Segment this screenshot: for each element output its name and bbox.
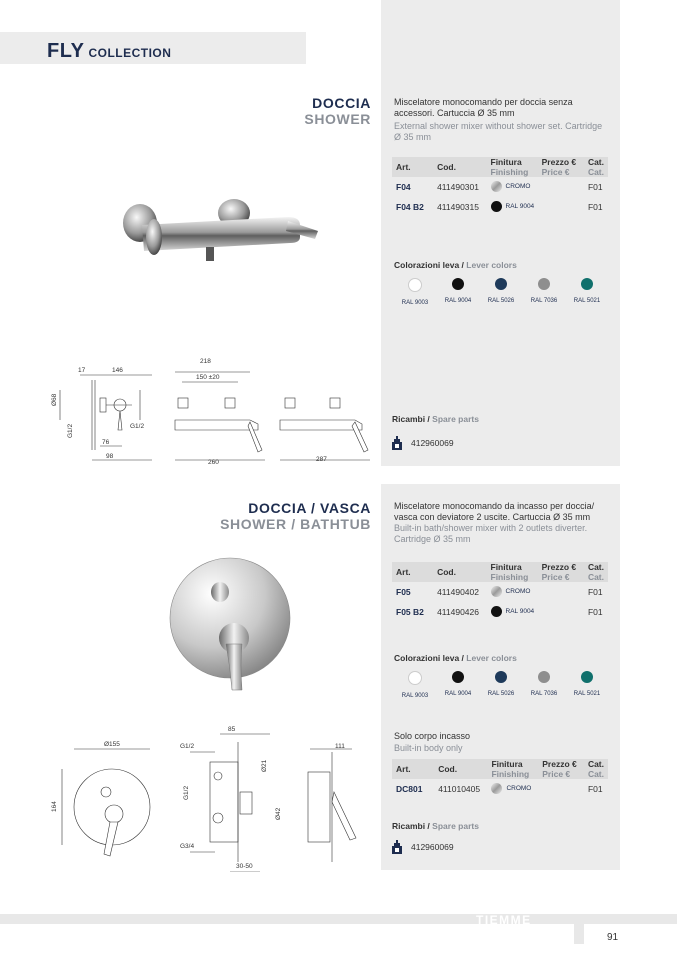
black-swatch-icon	[491, 201, 502, 212]
lever-color-dot	[495, 671, 507, 683]
dim-label: G1/2	[180, 743, 195, 750]
row-cat: F01	[587, 784, 603, 794]
section2-desc-it: Miscelatore monocomando da incasso per doccia/ vasca con deviatore 2 uscite. Cartuccia Ø 35 mm	[394, 501, 595, 522]
row-cod: 411490315	[437, 202, 479, 212]
lever-color-dot	[495, 278, 507, 290]
col-price-en: Price €	[542, 769, 571, 779]
footer-pipe-icon	[554, 914, 594, 946]
dim-label: 260	[208, 459, 219, 466]
cartridge-icon	[391, 840, 403, 854]
brand-name: FLY	[47, 40, 85, 62]
dim-label: 85	[228, 726, 236, 733]
col-price-it: Prezzo €	[542, 759, 577, 769]
dim-label: Ø42	[275, 807, 282, 820]
section1-spare-code: 412960069	[411, 438, 454, 448]
lever-label: RAL 5021	[573, 691, 601, 697]
dim-label: Ø155	[104, 741, 120, 748]
lever-swatch	[523, 278, 565, 304]
collection-title	[47, 40, 171, 63]
page-number: 91	[607, 932, 619, 943]
col-finish-en: Finishing	[490, 167, 529, 177]
col-finish-en: Finishing	[491, 769, 530, 779]
body-only-table	[392, 759, 608, 799]
dim-label: G1/2	[67, 423, 74, 438]
lever-color-dot	[538, 671, 550, 683]
table-row	[392, 177, 608, 197]
col-finish-it: Finitura	[490, 157, 522, 167]
row-art: F04 B2	[396, 202, 424, 212]
lever-label: RAL 5026	[487, 298, 515, 304]
lever-label: RAL 9003	[401, 693, 429, 699]
lever-color-dot	[452, 671, 464, 683]
section1-lever-title	[394, 260, 517, 270]
section1-title-en: SHOWER	[304, 111, 371, 127]
lever-label: RAL 9004	[444, 691, 472, 697]
dim-label: 218	[200, 358, 211, 365]
lever-color-dot	[408, 671, 422, 685]
lever-swatch	[523, 671, 565, 697]
col-art: Art.	[396, 764, 411, 774]
row-art: F05	[396, 587, 411, 597]
chrome-swatch-icon	[491, 783, 502, 794]
builtin-mixer-image	[160, 556, 300, 696]
chrome-swatch-icon	[491, 586, 502, 597]
lever-swatch	[480, 671, 522, 697]
col-cod: Cod.	[437, 162, 456, 172]
col-cat-en: Cat.	[587, 572, 604, 582]
row-art: F05 B2	[396, 607, 424, 617]
col-price-en: Price €	[541, 167, 570, 177]
row-finish: CROMO	[505, 587, 531, 595]
table-header	[392, 157, 608, 177]
row-art: F04	[396, 182, 411, 192]
col-finish-en: Finishing	[490, 572, 529, 582]
section2-spare-code: 412960069	[411, 842, 454, 852]
lever-swatch	[566, 671, 608, 697]
section1-desc-it: Miscelatore monocomando per doccia senza accessori. Cartuccia Ø 35 mm	[394, 97, 573, 118]
row-finish: CROMO	[505, 182, 531, 190]
lever-color-dot	[408, 278, 422, 292]
spare-title-en: Spare parts	[432, 414, 479, 424]
lever-swatch	[394, 278, 436, 306]
col-finish-it: Finitura	[491, 759, 523, 769]
lever-swatch	[566, 278, 608, 304]
col-finish-it: Finitura	[490, 562, 522, 572]
section2-spare-title	[392, 821, 479, 831]
lever-color-dot	[581, 278, 593, 290]
lever-label: RAL 7036	[530, 691, 558, 697]
section2-title-en: SHOWER / BATHTUB	[220, 516, 371, 532]
col-art: Art.	[396, 162, 411, 172]
col-cod: Cod.	[437, 567, 456, 577]
right-panel-1	[381, 0, 620, 466]
dim-label: Ø68	[51, 393, 58, 406]
black-swatch-icon	[491, 606, 502, 617]
lever-swatch	[480, 278, 522, 304]
row-cod: 411010405	[438, 784, 481, 794]
section2-desc-en: Built-in bath/shower mixer with 2 outlets diverter. Cartridge Ø 35 mm	[394, 523, 588, 544]
dim-label: G1/2	[130, 423, 145, 430]
dim-label: 287	[316, 456, 327, 463]
lever-title-en: Lever colors	[466, 653, 517, 663]
table-row	[392, 197, 608, 217]
lever-title-it: Colorazioni leva /	[394, 653, 464, 663]
section1-spare-title	[392, 414, 479, 424]
section2-lever-swatches	[0, 671, 677, 711]
row-finish: CROMO	[506, 784, 532, 792]
lever-label: RAL 5021	[573, 298, 601, 304]
shower-mixer-image	[118, 195, 328, 270]
lever-label: RAL 9004	[444, 298, 472, 304]
spare-title-en: Spare parts	[432, 821, 479, 831]
dim-label: 146	[112, 367, 123, 374]
row-cod: 411490426	[437, 607, 479, 617]
table-row	[392, 779, 608, 799]
lever-label: RAL 5026	[487, 691, 515, 697]
lever-label: RAL 9003	[401, 300, 429, 306]
lever-color-dot	[538, 278, 550, 290]
row-cat: F01	[587, 182, 603, 192]
dim-label: 98	[106, 453, 114, 460]
dim-label: G1/2	[183, 785, 190, 800]
col-price-it: Prezzo €	[541, 157, 577, 167]
col-cat-en: Cat.	[587, 769, 604, 779]
section1-technical-drawing	[40, 350, 375, 468]
section2-lever-title	[394, 653, 517, 663]
col-cod: Cod.	[438, 764, 458, 774]
spare-title-it: Ricambi /	[392, 821, 430, 831]
dim-label: 111	[335, 743, 345, 750]
row-finish: RAL 9004	[505, 202, 535, 210]
dim-label: Ø21	[261, 759, 268, 772]
chrome-swatch-icon	[491, 181, 502, 192]
row-cat: F01	[587, 202, 603, 212]
col-cat-it: Cat.	[587, 562, 604, 572]
row-cod: 411490402	[437, 587, 479, 597]
row-finish: RAL 9004	[505, 607, 535, 615]
footer-brand: TIEMME	[476, 913, 532, 927]
row-cat: F01	[587, 607, 603, 617]
section1-lever-swatches	[0, 278, 677, 318]
lever-label: RAL 7036	[530, 298, 558, 304]
dim-label: 150 ±20	[196, 374, 220, 381]
table-row	[392, 602, 608, 622]
section2-title-it: DOCCIA / VASCA	[248, 500, 371, 516]
col-price-it: Prezzo €	[541, 562, 577, 572]
row-cat: F01	[587, 587, 603, 597]
dim-label: G3/4	[180, 843, 195, 850]
col-cat-it: Cat.	[587, 759, 604, 769]
lever-color-dot	[452, 278, 464, 290]
lever-title-it: Colorazioni leva /	[394, 260, 464, 270]
dim-label: 76	[102, 439, 110, 446]
section1-product-table	[392, 157, 608, 217]
col-cat-it: Cat.	[587, 157, 604, 167]
section1-title-it: DOCCIA	[312, 95, 371, 111]
table-header	[392, 759, 608, 779]
col-art: Art.	[396, 567, 411, 577]
dim-label: 30-50	[236, 863, 253, 870]
section2-product-table	[392, 562, 608, 622]
lever-swatch	[437, 671, 479, 697]
section2-technical-drawing	[40, 722, 375, 872]
lever-swatch	[394, 671, 436, 699]
section1-desc-en: External shower mixer without shower set. Cartridge Ø 35 mm	[394, 121, 603, 142]
body-only-title-it: Solo corpo incasso	[394, 731, 471, 741]
spare-title-it: Ricambi /	[392, 414, 430, 424]
col-price-en: Price €	[541, 572, 570, 582]
table-header	[392, 562, 608, 582]
cartridge-icon	[391, 436, 403, 450]
lever-color-dot	[581, 671, 593, 683]
col-cat-en: Cat.	[587, 167, 604, 177]
collection-label: COLLECTION	[88, 46, 172, 60]
row-art: DC801	[396, 784, 423, 794]
dim-label: 164	[51, 801, 58, 812]
lever-swatch	[437, 278, 479, 304]
dim-label: 17	[78, 367, 86, 374]
table-row	[392, 582, 608, 602]
row-cod: 411490301	[437, 182, 479, 192]
lever-title-en: Lever colors	[466, 260, 517, 270]
body-only-title-en: Built-in body only	[394, 743, 463, 753]
